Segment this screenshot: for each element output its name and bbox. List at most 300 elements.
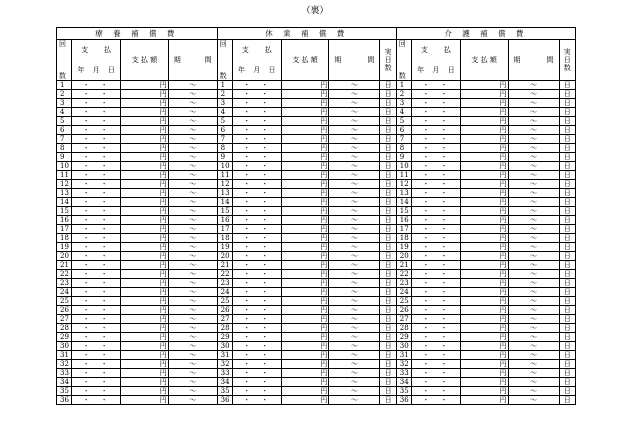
header-pay-date <box>411 40 460 81</box>
actual-days-cell: 日 <box>559 369 575 378</box>
amount-cell: 円 <box>460 378 508 387</box>
period-cell: 〜 <box>329 198 380 207</box>
payment-date-cell: ・ ・ <box>232 189 281 198</box>
amount-cell: 円 <box>281 216 329 225</box>
period-cell: 〜 <box>168 270 217 279</box>
header-days-2: 日 <box>384 56 392 64</box>
actual-days-cell: 日 <box>559 153 575 162</box>
actual-days-cell: 日 <box>559 342 575 351</box>
amount-cell: 円 <box>460 333 508 342</box>
row-number: 4 <box>217 108 232 117</box>
period-cell: 〜 <box>508 144 559 153</box>
row-number: 23 <box>57 279 72 288</box>
amount-cell: 円 <box>460 342 508 351</box>
header-count-bottom: 数 <box>219 72 227 80</box>
period-cell: 〜 <box>168 297 217 306</box>
period-cell: 〜 <box>168 396 217 405</box>
row-number: 25 <box>57 297 72 306</box>
period-cell: 〜 <box>508 333 559 342</box>
table-row <box>57 234 576 243</box>
payment-date-cell: ・ ・ <box>72 270 121 279</box>
payment-date-cell: ・ ・ <box>232 351 281 360</box>
period-cell: 〜 <box>329 180 380 189</box>
period-cell: 〜 <box>329 333 380 342</box>
header-pay-date <box>72 40 121 81</box>
payment-date-cell: ・ ・ <box>411 360 460 369</box>
payment-date-cell: ・ ・ <box>232 99 281 108</box>
table-row <box>57 243 576 252</box>
actual-days-cell: 日 <box>559 189 575 198</box>
row-number: 21 <box>217 261 232 270</box>
row-number: 3 <box>217 99 232 108</box>
amount-cell: 円 <box>460 234 508 243</box>
period-cell: 〜 <box>508 261 559 270</box>
payment-date-cell: ・ ・ <box>72 108 121 117</box>
actual-days-cell: 日 <box>559 360 575 369</box>
row-number: 5 <box>57 117 72 126</box>
payment-date-cell: ・ ・ <box>232 153 281 162</box>
period-cell: 〜 <box>329 351 380 360</box>
amount-cell: 円 <box>281 333 329 342</box>
header-period-left: 期 <box>173 56 181 64</box>
header-pay-right: 払 <box>104 46 112 54</box>
period-cell: 〜 <box>168 315 217 324</box>
amount-cell: 円 <box>121 135 169 144</box>
table-row <box>57 171 576 180</box>
period-cell: 〜 <box>329 252 380 261</box>
amount-cell: 円 <box>460 153 508 162</box>
row-number: 1 <box>217 81 232 90</box>
row-number: 2 <box>217 90 232 99</box>
payment-date-cell: ・ ・ <box>232 135 281 144</box>
amount-cell: 円 <box>460 243 508 252</box>
payment-date-cell: ・ ・ <box>411 189 460 198</box>
period-cell: 〜 <box>329 135 380 144</box>
header-month: 月 <box>92 66 100 74</box>
period-cell: 〜 <box>168 144 217 153</box>
period-cell: 〜 <box>329 189 380 198</box>
header-day: 日 <box>447 66 455 74</box>
amount-cell: 円 <box>121 225 169 234</box>
row-number: 7 <box>57 135 72 144</box>
amount-cell: 円 <box>281 279 329 288</box>
period-cell: 〜 <box>508 81 559 90</box>
row-number: 3 <box>57 99 72 108</box>
period-cell: 〜 <box>168 369 217 378</box>
actual-days-cell: 日 <box>559 315 575 324</box>
amount-cell: 円 <box>281 99 329 108</box>
payment-date-cell: ・ ・ <box>232 234 281 243</box>
period-cell: 〜 <box>168 279 217 288</box>
table-row <box>57 162 576 171</box>
row-number: 11 <box>396 171 411 180</box>
payment-date-cell: ・ ・ <box>411 90 460 99</box>
payment-date-cell: ・ ・ <box>411 216 460 225</box>
actual-days-cell: 日 <box>380 243 396 252</box>
amount-cell: 円 <box>460 180 508 189</box>
table-row <box>57 126 576 135</box>
header-count-bottom: 数 <box>398 72 406 80</box>
header-period <box>168 40 217 81</box>
amount-cell: 円 <box>281 360 329 369</box>
actual-days-cell: 日 <box>559 270 575 279</box>
period-cell: 〜 <box>329 207 380 216</box>
table-row <box>57 135 576 144</box>
period-cell: 〜 <box>508 306 559 315</box>
period-cell: 〜 <box>329 387 380 396</box>
actual-days-cell: 日 <box>380 225 396 234</box>
row-number: 20 <box>217 252 232 261</box>
table-row <box>57 270 576 279</box>
amount-cell: 円 <box>121 342 169 351</box>
header-pay-right: 払 <box>443 46 451 54</box>
row-number: 11 <box>57 171 72 180</box>
actual-days-cell: 日 <box>559 108 575 117</box>
row-number: 25 <box>217 297 232 306</box>
header-month: 月 <box>253 66 261 74</box>
period-cell: 〜 <box>329 360 380 369</box>
header-count-top: 回 <box>398 40 406 48</box>
period-cell: 〜 <box>508 90 559 99</box>
row-number: 14 <box>217 198 232 207</box>
payment-date-cell: ・ ・ <box>411 279 460 288</box>
header-days-1: 実 <box>384 48 392 56</box>
actual-days-cell: 日 <box>380 306 396 315</box>
actual-days-cell: 日 <box>380 81 396 90</box>
period-cell: 〜 <box>329 297 380 306</box>
amount-cell: 円 <box>281 270 329 279</box>
period-cell: 〜 <box>168 306 217 315</box>
period-cell: 〜 <box>329 216 380 225</box>
actual-days-cell: 日 <box>559 234 575 243</box>
actual-days-cell: 日 <box>559 261 575 270</box>
period-cell: 〜 <box>508 126 559 135</box>
amount-cell: 円 <box>460 351 508 360</box>
row-number: 12 <box>217 180 232 189</box>
actual-days-cell: 日 <box>380 90 396 99</box>
amount-cell: 円 <box>121 153 169 162</box>
row-number: 18 <box>396 234 411 243</box>
row-number: 6 <box>57 126 72 135</box>
row-number: 31 <box>57 351 72 360</box>
actual-days-cell: 日 <box>380 99 396 108</box>
period-cell: 〜 <box>168 81 217 90</box>
amount-cell: 円 <box>121 315 169 324</box>
actual-days-cell: 日 <box>380 216 396 225</box>
actual-days-cell: 日 <box>380 162 396 171</box>
amount-cell: 円 <box>121 207 169 216</box>
row-number: 27 <box>396 315 411 324</box>
row-number: 28 <box>57 324 72 333</box>
row-number: 32 <box>396 360 411 369</box>
amount-cell: 円 <box>121 99 169 108</box>
actual-days-cell: 日 <box>559 126 575 135</box>
actual-days-cell: 日 <box>559 297 575 306</box>
amount-cell: 円 <box>281 306 329 315</box>
payment-date-cell: ・ ・ <box>232 126 281 135</box>
row-number: 35 <box>396 387 411 396</box>
payment-date-cell: ・ ・ <box>232 279 281 288</box>
header-amount: 支 払 額 <box>460 40 508 81</box>
table-row <box>57 342 576 351</box>
actual-days-cell: 日 <box>380 207 396 216</box>
actual-days-cell: 日 <box>559 207 575 216</box>
actual-days-cell: 日 <box>380 288 396 297</box>
payment-date-cell: ・ ・ <box>411 378 460 387</box>
payment-date-cell: ・ ・ <box>72 171 121 180</box>
header-period-right: 間 <box>204 56 212 64</box>
table-row <box>57 288 576 297</box>
amount-cell: 円 <box>281 207 329 216</box>
actual-days-cell: 日 <box>380 324 396 333</box>
section-title-leave: 休 業 補 償 費 <box>217 28 396 40</box>
payment-date-cell: ・ ・ <box>72 189 121 198</box>
amount-cell: 円 <box>281 153 329 162</box>
amount-cell: 円 <box>121 306 169 315</box>
table-row <box>57 216 576 225</box>
payment-date-cell: ・ ・ <box>411 225 460 234</box>
actual-days-cell: 日 <box>380 234 396 243</box>
row-number: 17 <box>217 225 232 234</box>
payment-date-cell: ・ ・ <box>411 117 460 126</box>
row-number: 26 <box>217 306 232 315</box>
payment-date-cell: ・ ・ <box>411 162 460 171</box>
row-number: 13 <box>57 189 72 198</box>
table-row <box>57 189 576 198</box>
amount-cell: 円 <box>121 288 169 297</box>
amount-cell: 円 <box>121 171 169 180</box>
payment-date-cell: ・ ・ <box>232 396 281 405</box>
amount-cell: 円 <box>460 306 508 315</box>
header-year: 年 <box>237 66 245 74</box>
actual-days-cell: 日 <box>380 297 396 306</box>
period-cell: 〜 <box>329 117 380 126</box>
actual-days-cell: 日 <box>559 198 575 207</box>
actual-days-cell: 日 <box>380 252 396 261</box>
payment-date-cell: ・ ・ <box>72 234 121 243</box>
row-number: 7 <box>396 135 411 144</box>
actual-days-cell: 日 <box>559 396 575 405</box>
amount-cell: 円 <box>281 324 329 333</box>
payment-date-cell: ・ ・ <box>232 360 281 369</box>
payment-date-cell: ・ ・ <box>72 90 121 99</box>
header-count-top: 回 <box>59 40 66 48</box>
period-cell: 〜 <box>168 153 217 162</box>
amount-cell: 円 <box>460 360 508 369</box>
amount-cell: 円 <box>281 117 329 126</box>
payment-date-cell: ・ ・ <box>72 288 121 297</box>
amount-cell: 円 <box>281 225 329 234</box>
payment-date-cell: ・ ・ <box>411 342 460 351</box>
payment-date-cell: ・ ・ <box>232 261 281 270</box>
row-number: 17 <box>57 225 72 234</box>
payment-date-cell: ・ ・ <box>411 99 460 108</box>
header-period-left: 期 <box>513 56 521 64</box>
amount-cell: 円 <box>460 252 508 261</box>
payment-date-cell: ・ ・ <box>232 108 281 117</box>
payment-date-cell: ・ ・ <box>232 306 281 315</box>
payment-date-cell: ・ ・ <box>72 81 121 90</box>
payment-date-cell: ・ ・ <box>411 252 460 261</box>
payment-date-cell: ・ ・ <box>232 81 281 90</box>
actual-days-cell: 日 <box>559 144 575 153</box>
actual-days-cell: 日 <box>559 81 575 90</box>
row-number: 32 <box>217 360 232 369</box>
row-number: 19 <box>217 243 232 252</box>
row-number: 31 <box>217 351 232 360</box>
table-row <box>57 333 576 342</box>
row-number: 11 <box>217 171 232 180</box>
row-number: 23 <box>217 279 232 288</box>
row-number: 18 <box>217 234 232 243</box>
actual-days-cell: 日 <box>380 144 396 153</box>
payment-date-cell: ・ ・ <box>72 261 121 270</box>
row-number: 10 <box>396 162 411 171</box>
period-cell: 〜 <box>168 90 217 99</box>
row-number: 15 <box>396 207 411 216</box>
payment-date-cell: ・ ・ <box>411 351 460 360</box>
period-cell: 〜 <box>168 171 217 180</box>
row-number: 36 <box>396 396 411 405</box>
header-count <box>217 40 232 81</box>
period-cell: 〜 <box>508 297 559 306</box>
amount-cell: 円 <box>121 198 169 207</box>
period-cell: 〜 <box>508 108 559 117</box>
payment-date-cell: ・ ・ <box>411 153 460 162</box>
payment-date-cell: ・ ・ <box>411 126 460 135</box>
header-year: 年 <box>77 66 85 74</box>
actual-days-cell: 日 <box>559 180 575 189</box>
row-number: 25 <box>396 297 411 306</box>
row-number: 30 <box>57 342 72 351</box>
payment-date-cell: ・ ・ <box>411 306 460 315</box>
payment-date-cell: ・ ・ <box>72 180 121 189</box>
period-cell: 〜 <box>329 171 380 180</box>
period-cell: 〜 <box>508 180 559 189</box>
header-day: 日 <box>107 66 115 74</box>
actual-days-cell: 日 <box>559 333 575 342</box>
period-cell: 〜 <box>508 243 559 252</box>
period-cell: 〜 <box>508 234 559 243</box>
payment-date-cell: ・ ・ <box>232 270 281 279</box>
payment-date-cell: ・ ・ <box>411 180 460 189</box>
period-cell: 〜 <box>168 324 217 333</box>
amount-cell: 円 <box>460 126 508 135</box>
payment-date-cell: ・ ・ <box>232 216 281 225</box>
header-pay-left: 支 <box>81 46 89 54</box>
header-days-3: 数 <box>563 64 571 72</box>
row-number: 5 <box>396 117 411 126</box>
amount-cell: 円 <box>460 171 508 180</box>
table-row <box>57 144 576 153</box>
amount-cell: 円 <box>460 387 508 396</box>
table-row <box>57 387 576 396</box>
amount-cell: 円 <box>121 297 169 306</box>
header-days-2: 日 <box>563 56 571 64</box>
row-number: 8 <box>396 144 411 153</box>
row-number: 4 <box>57 108 72 117</box>
amount-cell: 円 <box>460 396 508 405</box>
actual-days-cell: 日 <box>380 342 396 351</box>
period-cell: 〜 <box>329 90 380 99</box>
payment-date-cell: ・ ・ <box>232 162 281 171</box>
period-cell: 〜 <box>508 387 559 396</box>
payment-date-cell: ・ ・ <box>72 126 121 135</box>
row-number: 16 <box>57 216 72 225</box>
amount-cell: 円 <box>121 90 169 99</box>
payment-date-cell: ・ ・ <box>72 99 121 108</box>
column-header-row <box>57 40 576 81</box>
actual-days-cell: 日 <box>380 369 396 378</box>
header-count-bottom: 数 <box>59 72 66 80</box>
row-number: 21 <box>57 261 72 270</box>
header-actual-days <box>559 40 575 81</box>
row-number: 8 <box>217 144 232 153</box>
period-cell: 〜 <box>508 288 559 297</box>
period-cell: 〜 <box>329 369 380 378</box>
header-period-right: 間 <box>367 56 375 64</box>
period-cell: 〜 <box>168 261 217 270</box>
period-cell: 〜 <box>168 108 217 117</box>
amount-cell: 円 <box>460 261 508 270</box>
row-number: 20 <box>57 252 72 261</box>
payment-date-cell: ・ ・ <box>72 351 121 360</box>
row-number: 34 <box>57 378 72 387</box>
table-row <box>57 180 576 189</box>
header-days-1: 実 <box>563 48 571 56</box>
amount-cell: 円 <box>281 162 329 171</box>
period-cell: 〜 <box>168 207 217 216</box>
payment-date-cell: ・ ・ <box>232 324 281 333</box>
period-cell: 〜 <box>329 108 380 117</box>
header-month: 月 <box>432 66 440 74</box>
period-cell: 〜 <box>508 135 559 144</box>
period-cell: 〜 <box>329 153 380 162</box>
row-number: 33 <box>57 369 72 378</box>
amount-cell: 円 <box>121 360 169 369</box>
amount-cell: 円 <box>121 117 169 126</box>
period-cell: 〜 <box>329 99 380 108</box>
actual-days-cell: 日 <box>559 387 575 396</box>
amount-cell: 円 <box>460 315 508 324</box>
amount-cell: 円 <box>460 108 508 117</box>
amount-cell: 円 <box>121 243 169 252</box>
payment-date-cell: ・ ・ <box>232 90 281 99</box>
actual-days-cell: 日 <box>380 189 396 198</box>
payment-date-cell: ・ ・ <box>72 378 121 387</box>
period-cell: 〜 <box>329 81 380 90</box>
row-number: 2 <box>57 90 72 99</box>
payment-date-cell: ・ ・ <box>232 144 281 153</box>
row-number: 9 <box>396 153 411 162</box>
row-number: 27 <box>57 315 72 324</box>
row-number: 28 <box>217 324 232 333</box>
payment-date-cell: ・ ・ <box>232 243 281 252</box>
row-number: 30 <box>217 342 232 351</box>
row-number: 22 <box>57 270 72 279</box>
period-cell: 〜 <box>508 369 559 378</box>
payment-date-cell: ・ ・ <box>72 333 121 342</box>
amount-cell: 円 <box>281 369 329 378</box>
row-number: 16 <box>217 216 232 225</box>
table-row <box>57 306 576 315</box>
period-cell: 〜 <box>508 360 559 369</box>
period-cell: 〜 <box>508 216 559 225</box>
row-number: 5 <box>217 117 232 126</box>
amount-cell: 円 <box>121 387 169 396</box>
payment-date-cell: ・ ・ <box>72 225 121 234</box>
amount-cell: 円 <box>121 378 169 387</box>
